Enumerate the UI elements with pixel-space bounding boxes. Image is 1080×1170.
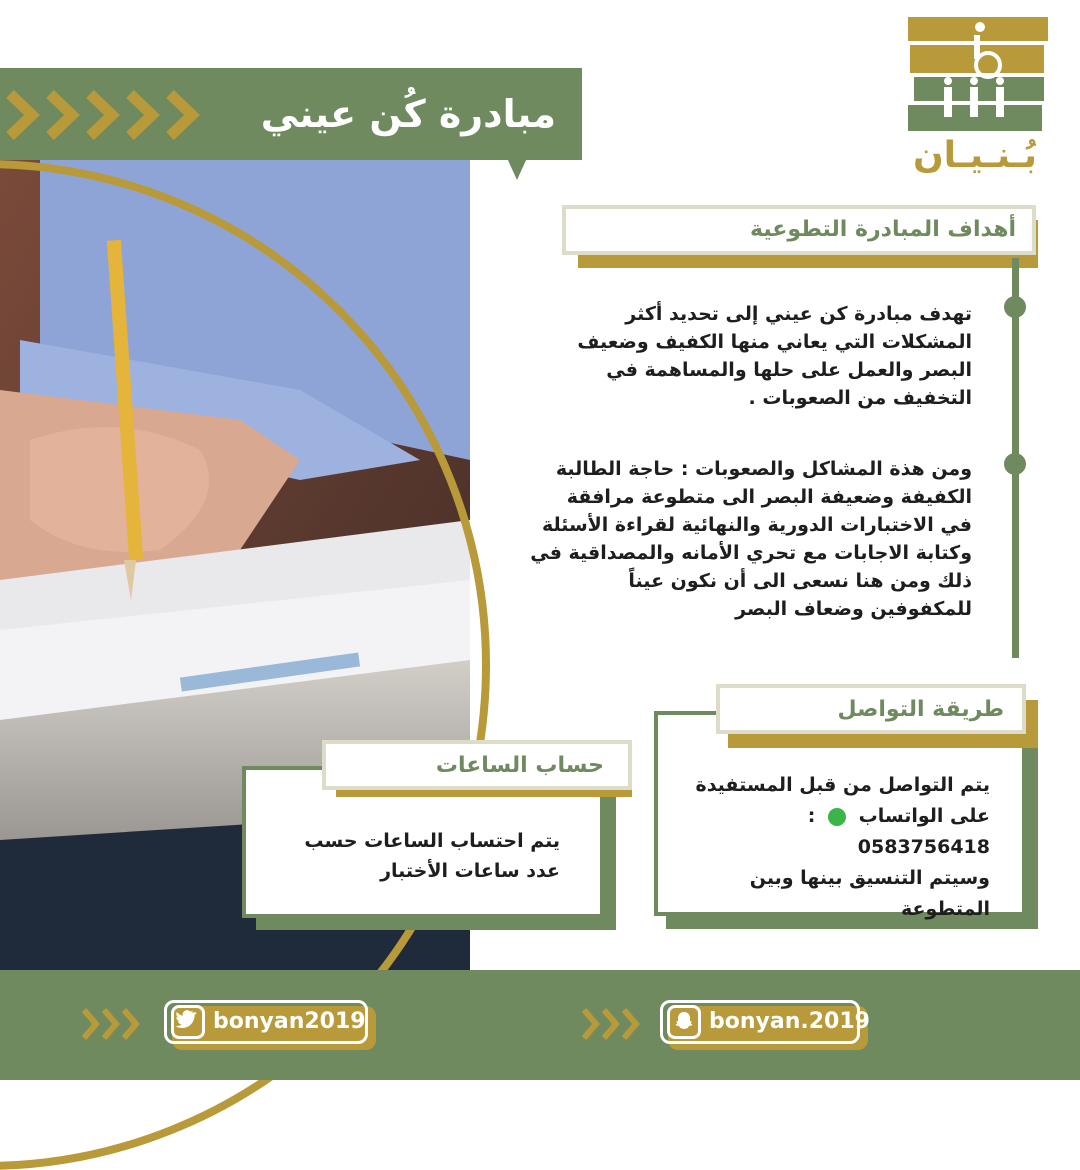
text-line: وسيتم التنسيق بينها وبين [749,867,990,889]
text-line: في الاختبارات الدورية والنهائية لقراءة الأسئلة [541,514,972,536]
title-pointer [507,158,527,180]
snapchat-icon [667,1005,701,1039]
text-line: تهدف مبادرة كن عيني إلى تحديد أكثر [625,303,972,325]
snapchat-handle: bonyan.2019 [709,1009,870,1034]
snapchat-link[interactable] [660,1000,870,1044]
text-line: التخفيف من الصعوبات . [748,387,972,409]
text-line: ومن هذة المشاكل والصعوبات : حاجة الطالبة [555,458,972,480]
text-line: على الواتساب [858,805,990,827]
goals-heading: أهداف المبادرة التطوعية [562,205,1036,255]
whatsapp-line [690,801,990,863]
phone-number: 0583756418 [857,836,990,858]
timeline-dot [1004,453,1026,475]
twitter-handle: bonyan2019 [213,1009,366,1034]
goals-paragraph-1 [560,300,972,412]
page-title: مبادرة كُن عيني [260,92,556,136]
whatsapp-icon [828,808,846,826]
text-line: عدد ساعات الأختبار [380,860,560,882]
text-line: يتم التواصل من قبل المستفيدة [695,774,990,796]
text-line: الكفيفة وضعيفة البصر الى متطوعة مرافقة [566,486,972,508]
twitter-link[interactable] [164,1000,368,1044]
chevron-right-icon [4,90,204,140]
contact-text [690,770,990,925]
text-line: البصر والعمل على حلها والمساهمة في [606,359,972,381]
contact-heading: طريقة التواصل [716,684,1026,734]
logo-name: بُـنـيـان [912,135,1038,176]
hours-heading: حساب الساعات [322,740,632,790]
text-line: ذلك ومن هنا نسعى الى أن نكون عيناً [628,570,972,592]
timeline-dot [1004,296,1026,318]
footer-bar [0,970,1080,1080]
chevron-right-icon [80,1006,146,1042]
title-banner [0,68,582,160]
text-line: للمكفوفين وضعاف البصر [735,598,972,620]
hours-text [280,826,560,886]
text-line: المشكلات التي يعاني منها الكفيف وضعيف [577,331,972,353]
goals-paragraph-2 [530,455,972,623]
text-line: وكتابة الاجابات مع تحري الأمانه والمصداقية في [530,542,972,564]
text-line: المتطوعة [900,898,990,920]
twitter-icon [171,1005,205,1039]
text-line: يتم احتساب الساعات حسب [304,830,560,852]
separator: : [807,805,816,827]
chevron-right-icon [580,1006,646,1042]
